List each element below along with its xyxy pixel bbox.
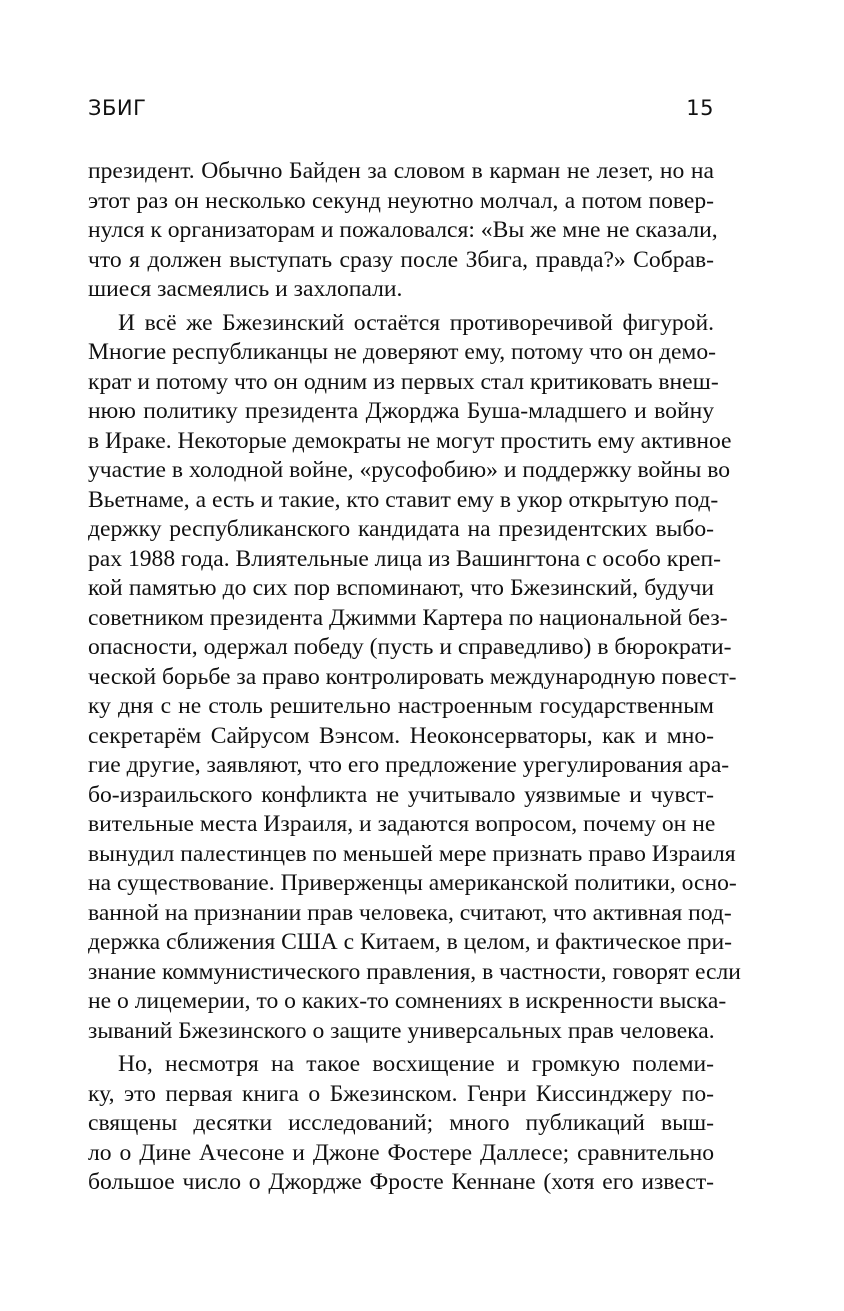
text-line: президент. Обычно Байден за словом в карман не лезет, но на bbox=[88, 158, 714, 184]
text-line: шиеся засмеялись и захлопали. bbox=[88, 276, 403, 302]
text-line: держка сближения США с Китаем, в целом, и фактическое при- bbox=[88, 929, 732, 955]
page-number: 15 bbox=[686, 96, 714, 120]
text-line: большое число о Джордже Фросте Кеннане (хотя его извест- bbox=[88, 1169, 714, 1195]
text-line: секретарём Сайрусом Вэнсом. Неоконсерваторы, как и мно- bbox=[88, 722, 714, 749]
text-line: бо-израильского конфликта не учитывало уязвимые и чувст- bbox=[88, 781, 714, 808]
text-line: что я должен выступать сразу после Збига, правда?» Собрав- bbox=[88, 246, 714, 273]
text-line: И всё же Бжезинский остаётся противоречивой фигурой. bbox=[118, 309, 714, 336]
text-line: Но, несмотря на такое восхищение и громкую полеми- bbox=[118, 1051, 714, 1077]
running-header bbox=[88, 96, 714, 126]
text-line: нюю политику президента Джорджа Буша-младшего и войну bbox=[88, 398, 714, 424]
body-text bbox=[88, 157, 741, 1202]
text-line: не о лицемерии, то о каких-то сомнениях в искренности выска- bbox=[88, 988, 727, 1014]
text-line: опасности, одержал победу (пусть и справедливо) в бюрократи- bbox=[88, 634, 732, 660]
text-line: ческой борьбе за право контролировать международную повест- bbox=[88, 663, 737, 690]
paragraph bbox=[88, 157, 718, 305]
text-line: священы десятки исследований; много публикаций выш- bbox=[88, 1110, 714, 1136]
text-line: Многие республиканцы не доверяют ему, потому что он демо- bbox=[88, 339, 717, 365]
text-line: рах 1988 года. Влиятельные лица из Вашингтона с особо креп- bbox=[88, 545, 721, 572]
text-line: кой памятью до сих пор вспоминают, что Бжезинский, будучи bbox=[88, 575, 714, 601]
text-line: Вьетнаме, а есть и такие, кто ставит ему в укор открытую под- bbox=[88, 486, 719, 513]
text-line: вительные места Израиля, и задаются вопросом, почему он не bbox=[88, 811, 716, 837]
text-line: участие в холодной войне, «русофобию» и поддержку войны во bbox=[88, 457, 731, 483]
paragraph bbox=[88, 309, 741, 1047]
running-title: ЗБИГ bbox=[88, 96, 147, 120]
paragraph bbox=[88, 1050, 714, 1198]
text-line: нулся к организаторам и пожаловался: «Вы же мне не сказали, bbox=[88, 217, 718, 243]
text-line: этот раз он несколько секунд неуютно молчал, а потом повер- bbox=[88, 187, 714, 214]
text-line: знание коммунистического правления, в частности, говорят если bbox=[88, 958, 741, 985]
text-line: держку республиканского кандидата на президентских выбо- bbox=[88, 516, 714, 542]
text-line: в Ираке. Некоторые демократы не могут простить ему активное bbox=[88, 427, 732, 454]
text-line: зываний Бжезинского о защите универсальных прав человека. bbox=[88, 1017, 715, 1044]
text-line: ку дня с не столь решительно настроенным государственным bbox=[88, 693, 714, 719]
text-line: ванной на признании прав человека, считают, что активная под- bbox=[88, 899, 732, 926]
text-line: крат и потому что он одним из первых стал критиковать внеш- bbox=[88, 368, 719, 395]
text-line: гие другие, заявляют, что его предложение урегулирования ара- bbox=[88, 752, 730, 778]
text-line: на существование. Приверженцы американской политики, осно- bbox=[88, 870, 737, 896]
text-line: советником президента Джимми Картера по национальной без- bbox=[88, 604, 728, 631]
text-line: ку, это первая книга о Бжезинском. Генри Киссинджеру по- bbox=[88, 1080, 714, 1107]
text-line: вынудил палестинцев по меньшей мере признать право Израиля bbox=[88, 840, 736, 867]
text-line: ло о Дине Ачесоне и Джоне Фостере Даллесе; сравнительно bbox=[88, 1139, 714, 1166]
